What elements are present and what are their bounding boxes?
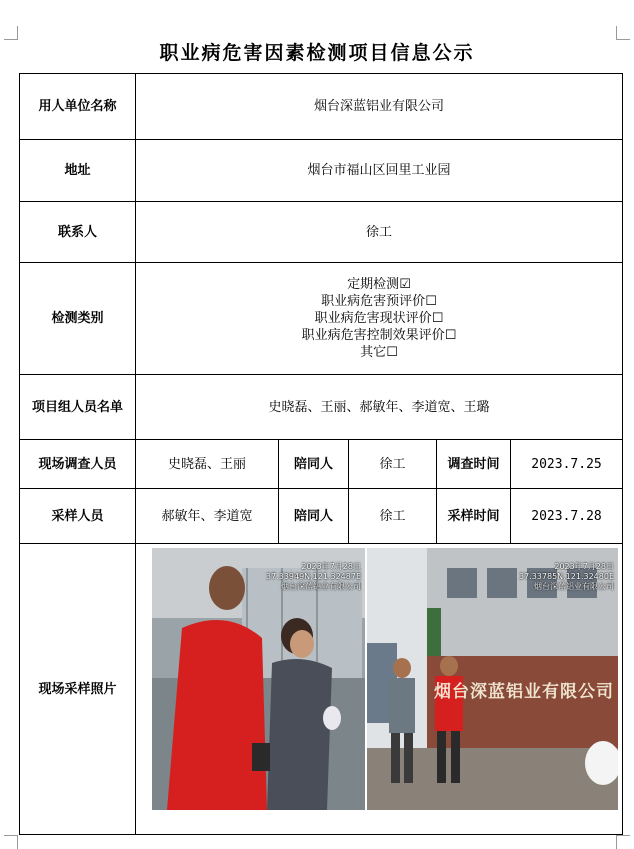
site-photo-outdoor (367, 548, 618, 810)
row-survey (20, 440, 623, 489)
sampling-time: 2023.7.28 (511, 489, 623, 544)
photo-timestamp-2: 2023年7月28日 37.33785N,121.32480E 烟台深蓝铝业有限公司 (518, 562, 614, 591)
detection-option: 职业病危害预评价☐ (321, 294, 437, 309)
survey-time-label: 调查时间 (437, 440, 511, 489)
address-value: 烟台市福山区回里工业园 (136, 140, 623, 202)
site-photo-indoor (152, 548, 365, 810)
checkbox-empty-icon: ☐ (425, 294, 437, 309)
sampling-value: 郝敏年、李道宽 (136, 489, 279, 544)
row-photos (20, 544, 623, 835)
employer-value: 烟台深蓝铝业有限公司 (136, 74, 623, 140)
row-sampling (20, 489, 623, 544)
info-table (19, 73, 623, 835)
sampling-label: 采样人员 (20, 489, 136, 544)
company-wall-sign: 烟台深蓝铝业有限公司 (434, 682, 614, 702)
team-value: 史晓磊、王丽、郝敏年、李道宽、王璐 (136, 375, 623, 440)
team-label: 项目组人员名单 (20, 375, 136, 440)
sampling-companion: 徐工 (349, 489, 437, 544)
row-employer (20, 74, 623, 140)
page-corner-mark (4, 835, 18, 849)
survey-value: 史晓磊、王丽 (136, 440, 279, 489)
survey-companion-label: 陪同人 (279, 440, 349, 489)
row-contact (20, 202, 623, 263)
sampling-companion-label: 陪同人 (279, 489, 349, 544)
photo-timestamp-1: 2023年7月28日 37.33949N,121.32487E 烟台深蓝铝业有限公司 (265, 562, 361, 591)
photos-label: 现场采样照片 (20, 544, 136, 835)
checkbox-empty-icon: ☐ (444, 328, 457, 343)
checkbox-empty-icon: ☐ (386, 345, 398, 360)
contact-value: 徐工 (136, 202, 623, 263)
checkbox-checked-icon: ☑ (399, 277, 411, 292)
detection-option: 定期检测☑ (347, 277, 411, 292)
detection-option: 其它☐ (360, 345, 398, 360)
page-corner-mark (616, 835, 630, 849)
row-detection-type (20, 263, 623, 375)
detection-option: 职业病危害控制效果评价☐ (301, 328, 457, 343)
survey-companion: 徐工 (349, 440, 437, 489)
employer-label: 用人单位名称 (20, 74, 136, 140)
row-address (20, 140, 623, 202)
document-title: 职业病危害因素检测项目信息公示 (159, 42, 475, 64)
detection-option: 职业病危害现状评价☐ (314, 311, 444, 326)
survey-time: 2023.7.25 (511, 440, 623, 489)
detection-type-label: 检测类别 (20, 263, 136, 375)
address-label: 地址 (20, 140, 136, 202)
detection-type-options (136, 263, 623, 375)
contact-label: 联系人 (20, 202, 136, 263)
survey-label: 现场调查人员 (20, 440, 136, 489)
checkbox-empty-icon: ☐ (431, 311, 444, 326)
sampling-time-label: 采样时间 (437, 489, 511, 544)
row-team (20, 375, 623, 440)
